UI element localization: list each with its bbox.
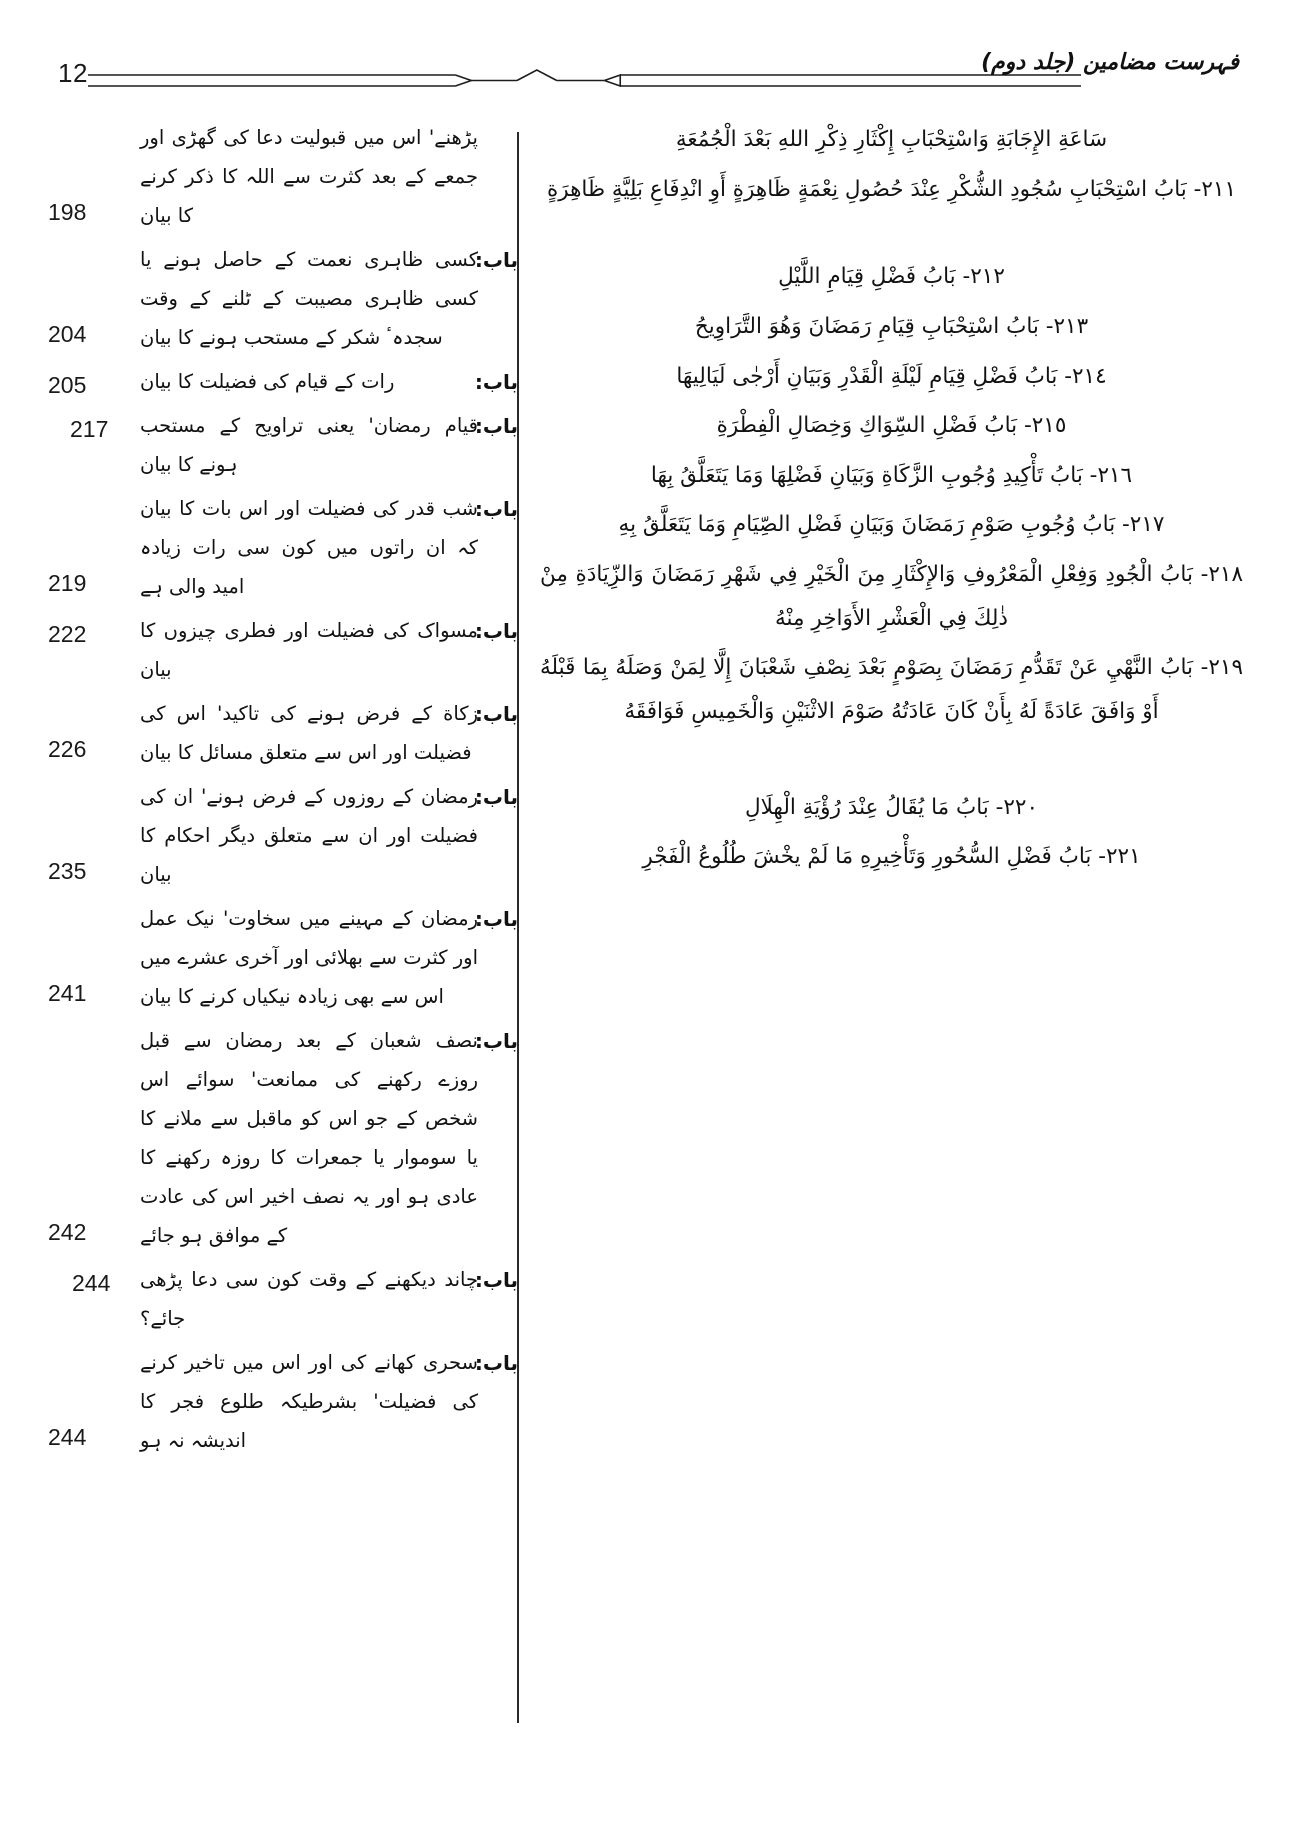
toc-row <box>48 489 518 606</box>
urdu-description: قیام رمضان' یعنی تراویح کے مستحب ہونے کا بیان <box>140 414 478 476</box>
page-number: 222 <box>48 621 87 647</box>
toc-row <box>48 1021 518 1255</box>
arabic-chapter-title: بَابُ مَا يُقَالُ عِنْدَ رُؤْيَةِ الْهِلَالِ <box>744 794 989 820</box>
urdu-description: نصف شعبان کے بعد رمضان سے قبل روزے رکھنے کی ممانعت' سوائے اس شخص کے جو اس کو ماقبل سے ملانے کا یا سوموار یا جمعرات کا روزہ رکھنے کا عادی ہو اور یہ نصف اخیر اس کی عادت کے موافق ہو جائے <box>140 1029 478 1247</box>
arabic-entry <box>540 454 1243 498</box>
bab-label: باب: <box>474 702 518 726</box>
header-rule-ornament <box>88 68 1081 94</box>
arabic-entry <box>540 835 1243 879</box>
arabic-chapter-title: بَابُ النَّهْيِ عَنْ تَقَدُّمِ رَمَضَانَ بِصَوْمٍ بَعْدَ نِصْفِ شَعْبَانَ إِلَّا لِمَنْ وَصَلَهُ بِمَا قَبْلَهُ أَوْ وَافَقَ عَادَةً لَهُ بِأَنْ كَانَ عَادَتُهُ صَوْمَ الاثْنَيْنِ وَالْخَمِيسِ فَوَافَقَهُ <box>540 655 1194 725</box>
urdu-description: سحری کھانے کی اور اس میں تاخیر کرنے کی فضیلت' بشرطیکہ طلوع فجر کا اندیشہ نہ ہو <box>140 1351 478 1452</box>
page-number: 241 <box>48 980 87 1006</box>
arabic-chapter-number: ٢١٣- <box>1045 313 1089 339</box>
arabic-chapter-title: بَابُ الْجُودِ وَفِعْلِ الْمَعْرُوفِ وَالإِكْثَارِ مِنَ الْخَيْرِ فِي شَهْرِ رَمَضَانَ وَالزِّيَادَةِ مِنْ ذٰلِكَ فِي الْعَشْرِ الأَوَاخِرِ مِنْهُ <box>540 562 1193 631</box>
arabic-chapter-number: ٢١٢- <box>962 264 1005 290</box>
arabic-chapter-title: سَاعَةِ الإِجَابَةِ وَاسْتِحْبَابِ إِكْثَارِ ذِكْرِ اللهِ بَعْدَ الْجُمُعَةِ <box>675 127 1108 152</box>
bab-label: باب: <box>474 248 518 272</box>
folio-page-number: 12 <box>58 58 88 88</box>
arabic-entry <box>540 355 1243 399</box>
bab-label: باب: <box>474 619 518 643</box>
bab-label: باب: <box>474 1029 518 1053</box>
page-number: 204 <box>48 321 87 347</box>
bab-label: باب: <box>474 414 518 438</box>
arabic-chapter-number: ٢٢٠- <box>995 794 1039 820</box>
urdu-description: پڑھنے' اس میں قبولیت دعا کی گھڑی اور جمعے کے بعد کثرت سے اللہ کا ذکر کرنے کا بیان <box>140 126 478 227</box>
arabic-chapter-number: ٢١٩- <box>1200 655 1243 681</box>
arabic-entry <box>540 786 1243 830</box>
toc-row <box>48 1343 518 1460</box>
urdu-description: مسواک کی فضیلت اور فطری چیزوں کا بیان <box>140 619 478 681</box>
page-number: 244 <box>72 1270 111 1296</box>
bab-label: باب: <box>474 497 518 521</box>
page-number: 217 <box>70 416 109 442</box>
bab-label: باب: <box>474 907 518 931</box>
arabic-chapter-title: بَابُ فَضْلِ السُّحُورِ وَتَأْخِيرِهِ مَا لَمْ يخْشَ طُلُوعُ الْفَجْرِ <box>642 844 1092 870</box>
arabic-chapter-title: بَابُ فَضْلِ قِيَامِ لَيْلَةِ الْقَدْرِ وَبَيَانِ أَرْجٰى لَيَالِيهَا <box>676 363 1058 389</box>
arabic-entry <box>540 404 1243 448</box>
arabic-chapter-title: بَابُ تَأْكِيدِ وُجُوبِ الزَّكَاةِ وَبَيَانِ فَضْلِهَا وَمَا يَتَعَلَّقُ بِهَا <box>650 462 1083 488</box>
arabic-entry <box>540 118 1243 162</box>
urdu-description: چاند دیکھنے کے وقت کون سی دعا پڑھی جائے؟ <box>140 1268 478 1330</box>
arabic-chapter-number: ٢١٦- <box>1089 462 1133 488</box>
page-number: 219 <box>48 570 87 596</box>
arabic-chapter-number: ٢٢١- <box>1098 844 1141 870</box>
arabic-chapter-number: ٢١٨- <box>1200 562 1244 588</box>
arabic-entry <box>540 255 1243 299</box>
arabic-entry <box>540 503 1243 547</box>
arabic-chapter-title: بَابُ اسْتِحْبَابِ سُجُودِ الشُّكْرِ عِنْدَ حُصُولِ نِعْمَةٍ ظَاهِرَةٍ أَوِ انْدِفَاعِ بَلِيَّةٍ ظَاهِرَةٍ <box>546 176 1187 202</box>
arabic-entry <box>540 168 1243 212</box>
arabic-column <box>540 118 1243 885</box>
urdu-column <box>48 118 518 1465</box>
page-number: 205 <box>48 372 87 398</box>
toc-content <box>0 118 1291 1783</box>
arabic-chapter-number: ٢١٥- <box>1023 413 1067 439</box>
urdu-description: زکاة کے فرض ہونے کی تاکید' اس کی فضیلت اور اس سے متعلق مسائل کا بیان <box>140 702 478 764</box>
toc-row <box>48 777 518 894</box>
bab-label: باب: <box>474 370 518 394</box>
arabic-entry <box>540 646 1243 733</box>
bab-label: باب: <box>474 1268 518 1292</box>
urdu-description: رمضان کے مہینے میں سخاوت' نیک عمل اور کثرت سے بھلائی اور آخری عشرے میں اس سے بھی زیادہ نیکیاں کرنے کا بیان <box>140 907 478 1008</box>
page-number: 226 <box>48 736 87 762</box>
arabic-chapter-number: ٢١٤- <box>1064 363 1107 389</box>
page-number: 198 <box>48 199 87 225</box>
page-title: فہرست مضامین (جلد دوم) <box>981 50 1239 75</box>
arabic-entry <box>540 553 1243 640</box>
arabic-entry <box>540 305 1243 349</box>
toc-row <box>48 406 518 484</box>
arabic-chapter-title: بَابُ فَضْلِ قِيَامِ اللَّيْلِ <box>778 264 956 290</box>
toc-row <box>48 240 518 357</box>
urdu-description: شب قدر کی فضیلت اور اس بات کا بیان کہ ان راتوں میں کون سی رات زیادہ امید والی ہے <box>140 497 478 598</box>
toc-row <box>48 611 518 689</box>
toc-row <box>48 1260 518 1338</box>
toc-row <box>48 694 518 772</box>
bab-label: باب: <box>474 1351 518 1375</box>
arabic-chapter-title: بَابُ اسْتِحْبَابِ قِيَامِ رَمَضَانَ وَهُوَ التَّرَاوِيحُ <box>694 313 1039 339</box>
urdu-description: رمضان کے روزوں کے فرض ہونے' ان کی فضیلت اور ان سے متعلق دیگر احکام کا بیان <box>140 785 478 886</box>
arabic-chapter-title: بَابُ وُجُوبِ صَوْمِ رَمَضَانَ وَبَيَانِ فَضْلِ الصِّيَامِ وَمَا يَتَعَلَّقُ بِهِ <box>618 512 1116 538</box>
page-number: 244 <box>48 1424 87 1450</box>
page-number: 235 <box>48 858 87 884</box>
toc-row <box>48 362 518 401</box>
arabic-chapter-number: ٢١٧- <box>1122 512 1165 538</box>
arabic-chapter-number: ٢١١- <box>1193 176 1237 202</box>
bab-label: باب: <box>474 785 518 809</box>
urdu-description: کسی ظاہری نعمت کے حاصل ہونے یا کسی ظاہری مصیبت کے ٹلنے کے وقت سجدہٴ شکر کے مستحب ہونے کا بیان <box>140 248 478 349</box>
urdu-description: رات کے قیام کی فضیلت کا بیان <box>140 370 395 393</box>
toc-row <box>48 899 518 1016</box>
page-number: 242 <box>48 1219 87 1245</box>
arabic-chapter-title: بَابُ فَضْلِ السِّوَاكِ وَخِصَالِ الْفِطْرَةِ <box>716 413 1018 439</box>
toc-row <box>48 118 518 235</box>
